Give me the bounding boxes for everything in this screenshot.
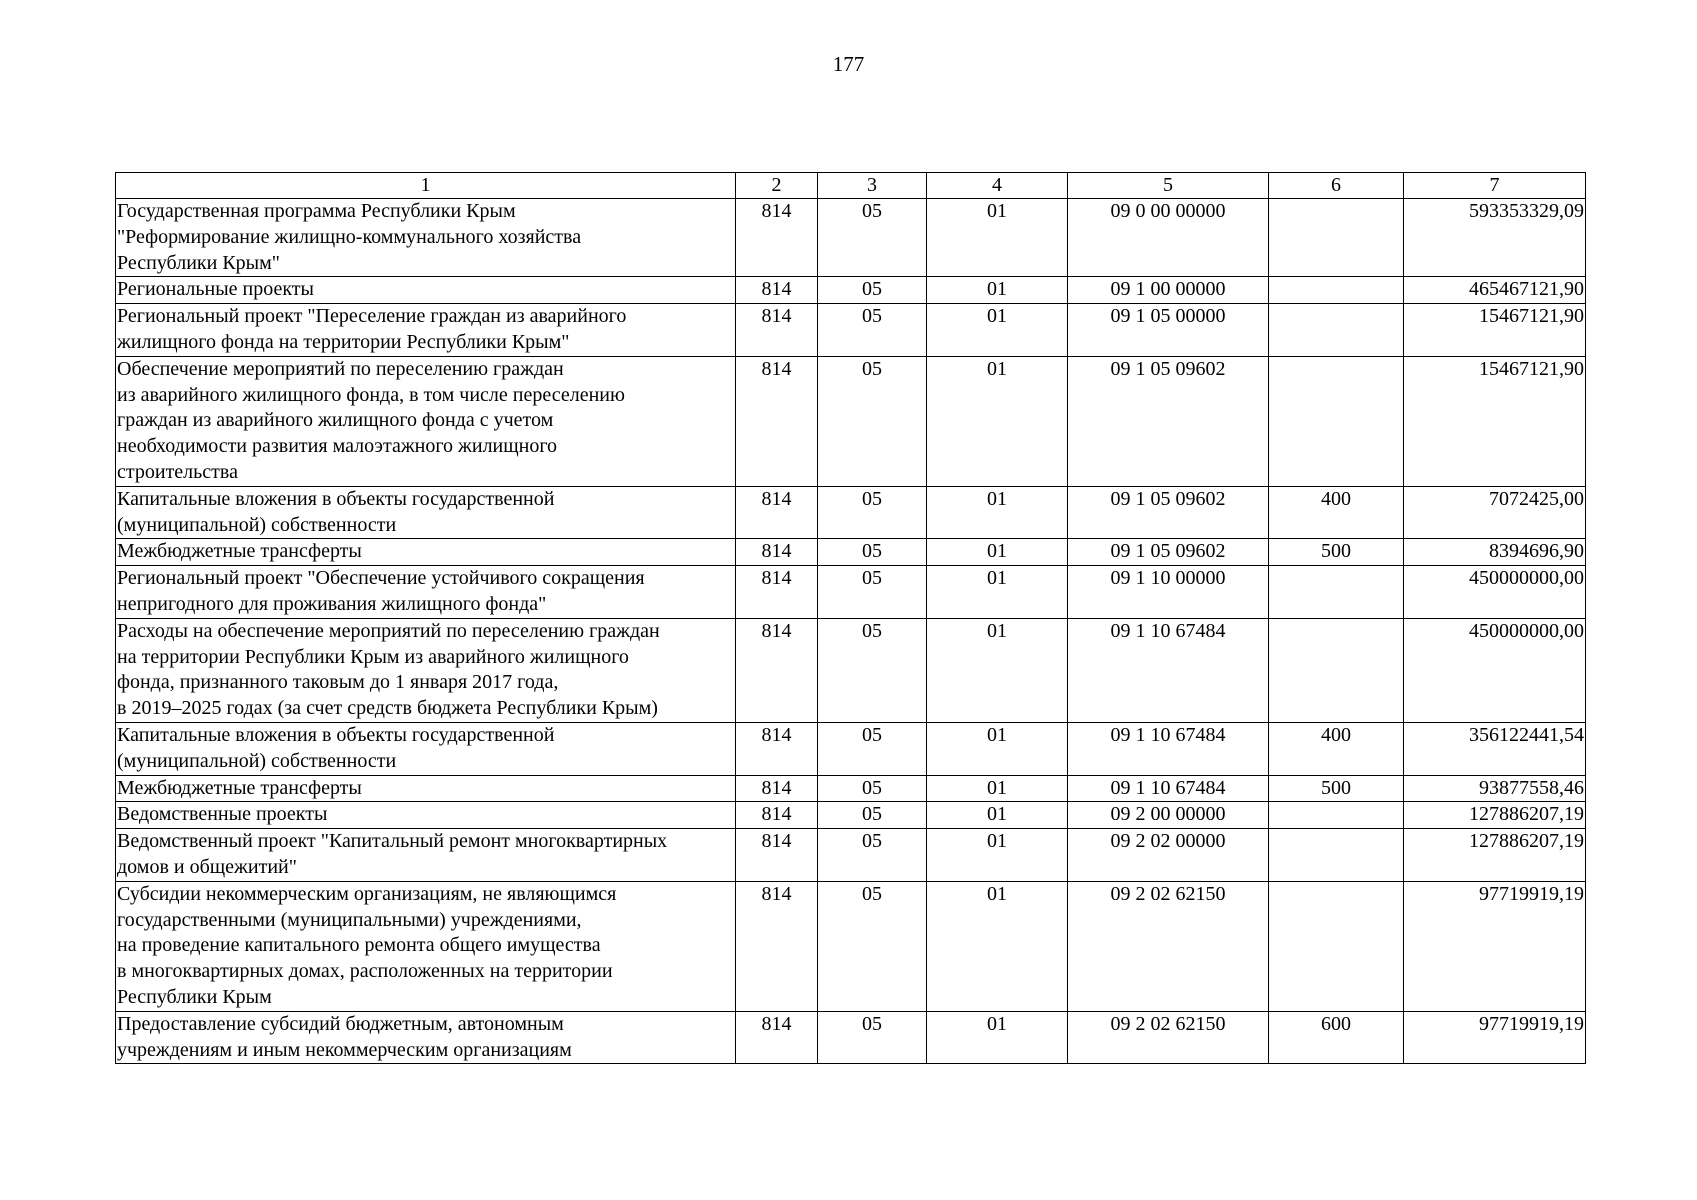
expense-type-code	[1269, 304, 1404, 357]
target-article-code: 09 1 05 09602	[1068, 486, 1269, 539]
ministry-code: 814	[736, 829, 818, 882]
section-code: 05	[818, 1011, 927, 1064]
expense-type-code	[1269, 356, 1404, 486]
expense-type-code: 600	[1269, 1011, 1404, 1064]
page-number: 177	[832, 52, 865, 76]
column-header: 2	[736, 173, 818, 199]
table-row	[116, 802, 1586, 829]
ministry-code: 814	[736, 356, 818, 486]
table-row	[116, 486, 1586, 539]
column-header: 7	[1404, 173, 1586, 199]
amount: 127886207,19	[1404, 802, 1586, 829]
amount: 465467121,90	[1404, 277, 1586, 304]
expense-type-code	[1269, 881, 1404, 1011]
expense-type-code	[1269, 829, 1404, 882]
column-header: 3	[818, 173, 927, 199]
subsection-code: 01	[927, 356, 1068, 486]
column-header: 4	[927, 173, 1068, 199]
subsection-code: 01	[927, 486, 1068, 539]
subsection-code: 01	[927, 566, 1068, 619]
table-body	[116, 199, 1586, 1064]
table-row	[116, 539, 1586, 566]
ministry-code: 814	[736, 775, 818, 802]
ministry-code: 814	[736, 618, 818, 722]
ministry-code: 814	[736, 486, 818, 539]
amount: 93877558,46	[1404, 775, 1586, 802]
section-code: 05	[818, 199, 927, 277]
expense-type-code	[1269, 566, 1404, 619]
table-row	[116, 277, 1586, 304]
amount: 593353329,09	[1404, 199, 1586, 277]
subsection-code: 01	[927, 618, 1068, 722]
subsection-code: 01	[927, 829, 1068, 882]
table-row	[116, 1011, 1586, 1064]
table-row	[116, 881, 1586, 1011]
subsection-code: 01	[927, 277, 1068, 304]
section-code: 05	[818, 722, 927, 775]
item-name: Ведомственный проект "Капитальный ремонт многоквартирных домов и общежитий"	[116, 829, 736, 882]
amount: 8394696,90	[1404, 539, 1586, 566]
column-header: 1	[116, 173, 736, 199]
section-code: 05	[818, 802, 927, 829]
amount: 15467121,90	[1404, 304, 1586, 357]
section-code: 05	[818, 539, 927, 566]
column-header: 5	[1068, 173, 1269, 199]
ministry-code: 814	[736, 881, 818, 1011]
subsection-code: 01	[927, 539, 1068, 566]
table-row	[116, 722, 1586, 775]
ministry-code: 814	[736, 277, 818, 304]
ministry-code: 814	[736, 1011, 818, 1064]
ministry-code: 814	[736, 199, 818, 277]
subsection-code: 01	[927, 802, 1068, 829]
section-code: 05	[818, 775, 927, 802]
amount: 450000000,00	[1404, 566, 1586, 619]
item-name: Капитальные вложения в объекты государственной (муниципальной) собственности	[116, 486, 736, 539]
target-article-code: 09 1 00 00000	[1068, 277, 1269, 304]
target-article-code: 09 1 05 09602	[1068, 539, 1269, 566]
column-number-row	[116, 173, 1586, 199]
target-article-code: 09 1 10 67484	[1068, 775, 1269, 802]
expense-type-code	[1269, 802, 1404, 829]
item-name: Субсидии некоммерческим организациям, не являющимся государственными (муниципальными) учреждениями, на проведение капитального ремонта общего имущества в многоквартирных домах, расположенных на территории Республики Крым	[116, 881, 736, 1011]
subsection-code: 01	[927, 775, 1068, 802]
item-name: Предоставление субсидий бюджетным, автономным учреждениям и иным некоммерческим организациям	[116, 1011, 736, 1064]
item-name: Межбюджетные трансферты	[116, 775, 736, 802]
item-name: Капитальные вложения в объекты государственной (муниципальной) собственности	[116, 722, 736, 775]
expense-type-code: 400	[1269, 722, 1404, 775]
amount: 97719919,19	[1404, 1011, 1586, 1064]
item-name: Обеспечение мероприятий по переселению граждан из аварийного жилищного фонда, в том числе переселению граждан из аварийного жилищного фонда с учетом необходимости развития малоэтажного жилищного строительства	[116, 356, 736, 486]
table-row	[116, 618, 1586, 722]
section-code: 05	[818, 356, 927, 486]
expense-type-code: 400	[1269, 486, 1404, 539]
ministry-code: 814	[736, 802, 818, 829]
subsection-code: 01	[927, 199, 1068, 277]
ministry-code: 814	[736, 304, 818, 357]
table-row	[116, 829, 1586, 882]
target-article-code: 09 1 10 67484	[1068, 722, 1269, 775]
subsection-code: 01	[927, 722, 1068, 775]
column-header: 6	[1269, 173, 1404, 199]
table-row	[116, 304, 1586, 357]
item-name: Расходы на обеспечение мероприятий по переселению граждан на территории Республики Крым из аварийного жилищного фонда, признанного таковым до 1 января 2017 года, в 2019–2025 годах (за счет средств бюджета Республики Крым)	[116, 618, 736, 722]
target-article-code: 09 2 02 62150	[1068, 1011, 1269, 1064]
section-code: 05	[818, 618, 927, 722]
item-name: Региональные проекты	[116, 277, 736, 304]
target-article-code: 09 1 05 00000	[1068, 304, 1269, 357]
expense-type-code: 500	[1269, 539, 1404, 566]
subsection-code: 01	[927, 1011, 1068, 1064]
budget-table	[115, 172, 1586, 1064]
section-code: 05	[818, 277, 927, 304]
item-name: Региональный проект "Обеспечение устойчивого сокращения непригодного для проживания жилищного фонда"	[116, 566, 736, 619]
subsection-code: 01	[927, 881, 1068, 1011]
target-article-code: 09 1 05 09602	[1068, 356, 1269, 486]
ministry-code: 814	[736, 722, 818, 775]
table-row	[116, 775, 1586, 802]
target-article-code: 09 2 00 00000	[1068, 802, 1269, 829]
amount: 97719919,19	[1404, 881, 1586, 1011]
target-article-code: 09 0 00 00000	[1068, 199, 1269, 277]
amount: 127886207,19	[1404, 829, 1586, 882]
ministry-code: 814	[736, 539, 818, 566]
section-code: 05	[818, 304, 927, 357]
item-name: Региональный проект "Переселение граждан из аварийного жилищного фонда на территории Республики Крым"	[116, 304, 736, 357]
target-article-code: 09 1 10 67484	[1068, 618, 1269, 722]
table-row	[116, 356, 1586, 486]
amount: 356122441,54	[1404, 722, 1586, 775]
target-article-code: 09 2 02 00000	[1068, 829, 1269, 882]
amount: 7072425,00	[1404, 486, 1586, 539]
target-article-code: 09 1 10 00000	[1068, 566, 1269, 619]
item-name: Межбюджетные трансферты	[116, 539, 736, 566]
section-code: 05	[818, 486, 927, 539]
amount: 15467121,90	[1404, 356, 1586, 486]
expense-type-code: 500	[1269, 775, 1404, 802]
item-name: Ведомственные проекты	[116, 802, 736, 829]
item-name: Государственная программа Республики Крым "Реформирование жилищно-коммунального хозяйства Республики Крым"	[116, 199, 736, 277]
section-code: 05	[818, 829, 927, 882]
table-row	[116, 566, 1586, 619]
expense-type-code	[1269, 618, 1404, 722]
table-row	[116, 199, 1586, 277]
amount: 450000000,00	[1404, 618, 1586, 722]
target-article-code: 09 2 02 62150	[1068, 881, 1269, 1011]
section-code: 05	[818, 566, 927, 619]
ministry-code: 814	[736, 566, 818, 619]
expense-type-code	[1269, 277, 1404, 304]
expense-type-code	[1269, 199, 1404, 277]
subsection-code: 01	[927, 304, 1068, 357]
section-code: 05	[818, 881, 927, 1011]
